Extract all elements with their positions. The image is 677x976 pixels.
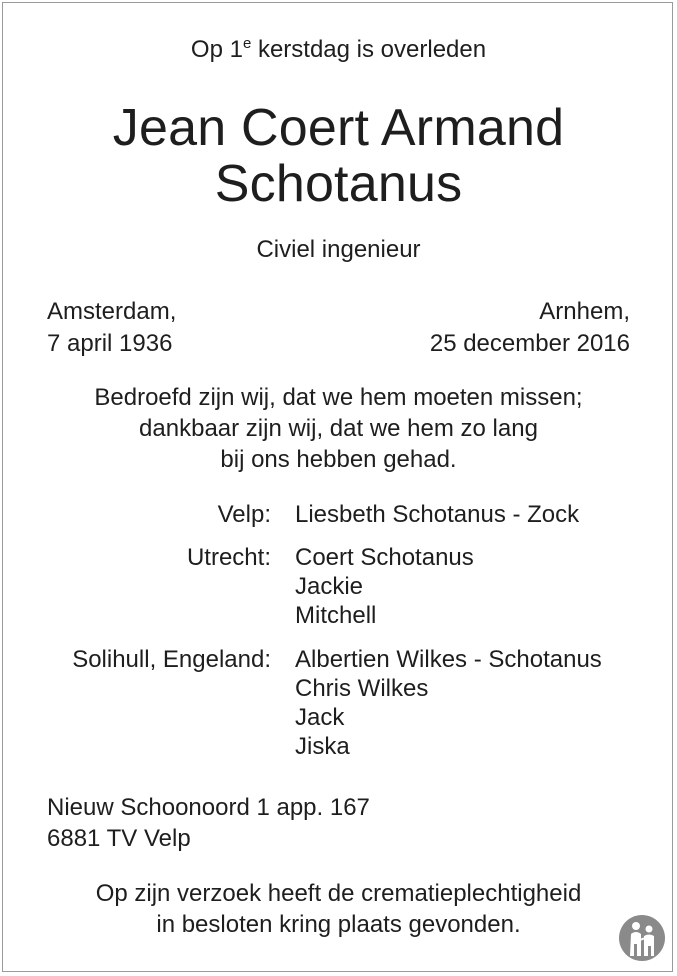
family-member: Jackie <box>295 573 364 600</box>
family-member: Chris Wilkes <box>295 675 429 702</box>
birth-place: Amsterdam, <box>47 298 177 325</box>
quote-line: bij ons hebben gehad. <box>220 446 457 473</box>
death-info <box>430 296 630 360</box>
address <box>47 792 370 854</box>
death-place: Arnhem, <box>539 298 630 325</box>
closing-line: Op zijn verzoek heeft de crematieplechtigheid <box>95 880 582 907</box>
quote-line: Bedroefd zijn wij, dat we hem moeten missen; <box>94 384 583 411</box>
family-names <box>295 500 579 529</box>
family-member: Jiska <box>295 733 350 760</box>
family-member: Albertien Wilkes - Schotanus <box>295 646 602 673</box>
family-names <box>295 543 474 630</box>
family-member: Mitchell <box>295 602 377 629</box>
deceased-name <box>0 100 677 212</box>
intro-superscript: e <box>242 35 252 52</box>
address-line: 6881 TV Velp <box>47 825 191 852</box>
family-member: Coert Schotanus <box>295 544 474 571</box>
family-names <box>295 645 602 761</box>
intro-text-end: kerstdag is overleden <box>251 36 487 63</box>
intro-line <box>0 36 677 64</box>
quote-line: dankbaar zijn wij, dat we hem zo lang <box>139 415 538 442</box>
family-member: Liesbeth Schotanus - Zock <box>295 501 580 528</box>
name-line-1: Jean Coert Armand <box>112 99 565 157</box>
birth-info <box>47 296 176 360</box>
closing-line: in besloten kring plaats gevonden. <box>156 911 521 938</box>
family-place: Solihull, Engeland: <box>72 646 271 673</box>
quote <box>0 382 677 475</box>
birth-date: 7 april 1936 <box>47 330 173 357</box>
family-member: Jack <box>295 704 345 731</box>
family-place: Velp: <box>217 501 271 528</box>
name-line-2: Schotanus <box>214 155 463 213</box>
address-line: Nieuw Schoonoord 1 app. 167 <box>47 794 370 821</box>
occupation: Civiel ingenieur <box>256 236 421 263</box>
death-date: 25 december 2016 <box>429 330 630 357</box>
family-place: Utrecht: <box>186 544 271 571</box>
closing-text <box>0 878 677 940</box>
memorial-logo-icon <box>618 914 666 962</box>
intro-text-start: Op 1 <box>190 36 243 63</box>
